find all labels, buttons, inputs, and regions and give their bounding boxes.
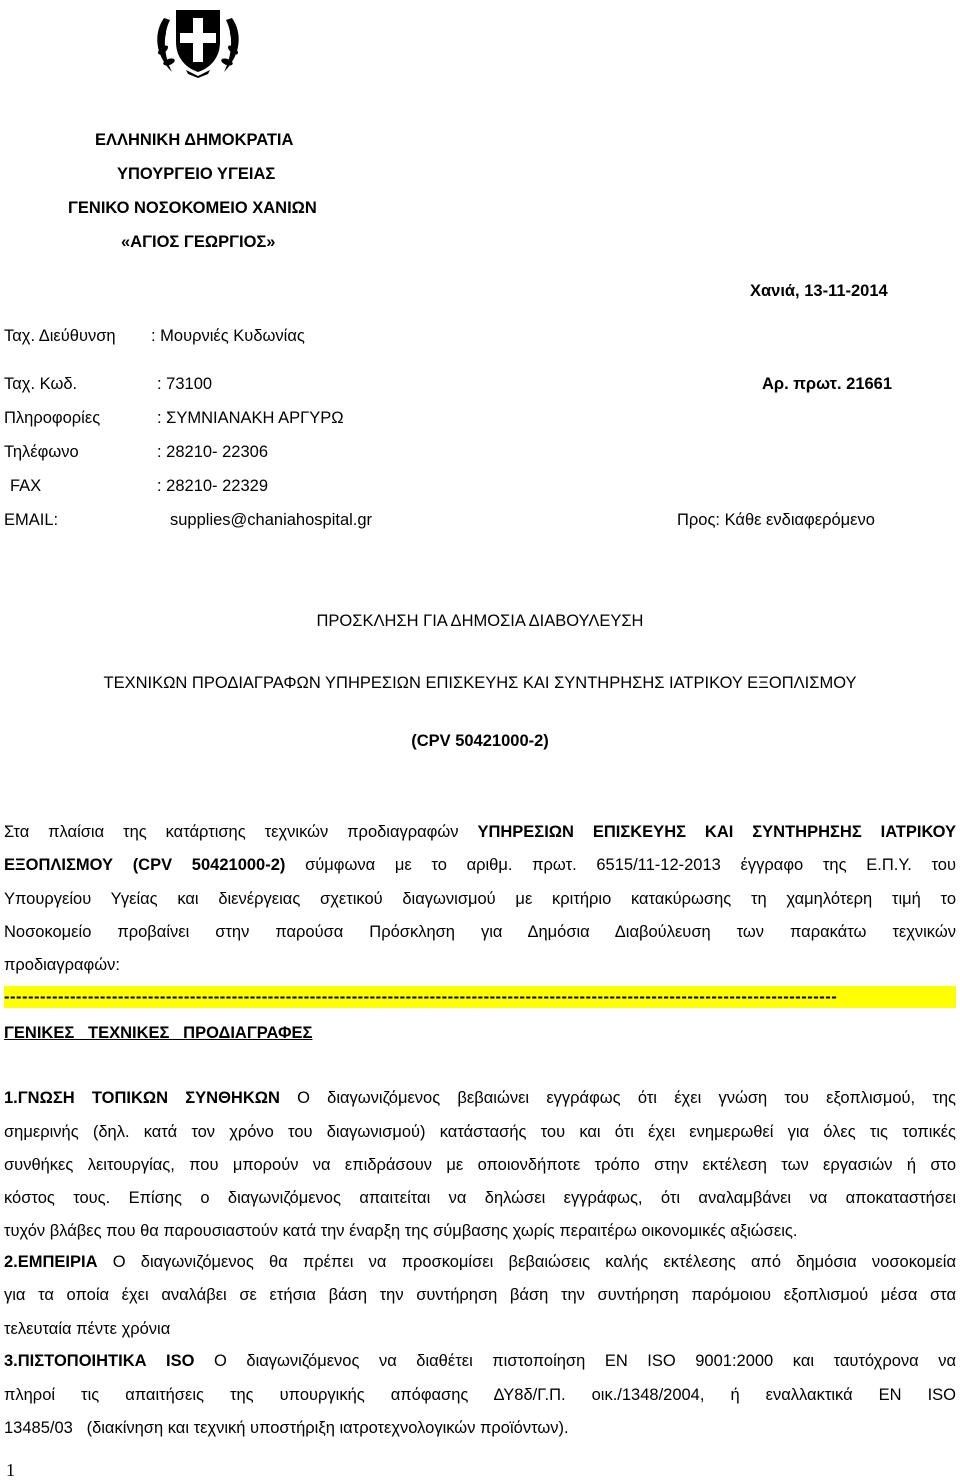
postcode-value: : 73100 [157, 375, 213, 393]
intro-text: Στα πλαίσια της κατάρτισης τεχνικών προδιαγραφών [4, 823, 459, 841]
address-value: : Μουρνιές Κυδωνίας [151, 327, 305, 345]
separator-line: ------------------------------------------------------------------------------------------------------------------------------------------- [4, 986, 956, 1008]
intro-line-2 [4, 856, 956, 875]
item-2-title: 2.ΕΜΠΕΙΡΙΑ [4, 1253, 98, 1271]
item-1-line-5: τυχόν βλάβες που θα παρουσιαστούν κατά την έναρξη της σύμβασης χωρίς περαιτέρω οικονομικές αξιώσεις. [4, 1222, 798, 1240]
recipient: Προς: Κάθε ενδιαφερόμενο [677, 511, 875, 529]
item-1-line-2: σημερινής (δηλ. κατά τον χρόνο του διαγωνισμού) κατάστασής του και ότι έχει ενημερωθεί για όλες τις τοπικές [4, 1123, 956, 1141]
ministry-heading: ΥΠΟΥΡΓΕΙΟ ΥΓΕΙΑΣ [117, 165, 276, 183]
item-1-line-3: συνθήκες λειτουργίας, που μπορούν να επιδράσουν με οποιονδήποτε τρόπο στην εκτέλεση των εργασιών ή στο [4, 1156, 956, 1174]
title-cpv: (CPV 50421000-2) [411, 732, 549, 750]
item-2-line-1 [4, 1253, 956, 1272]
item-1-line-1 [4, 1089, 956, 1108]
section-heading: ΓΕΝΙΚΕΣ ΤΕΧΝΙΚΕΣ ΠΡΟΔΙΑΓΡΑΦΕΣ [4, 1024, 313, 1042]
phone-value: : 28210- 22306 [157, 443, 269, 461]
postcode-label: Ταχ. Κωδ. [4, 375, 78, 393]
email-value: supplies@chaniahospital.gr [170, 511, 373, 529]
intro-service-name: ΥΠΗΡΕΣΙΩΝ ΕΠΙΣΚΕΥΗΣ ΚΑΙ ΣΥΝΤΗΡΗΣΗΣ ΙΑΤΡΙΚΟΥ [477, 823, 956, 841]
item-3-title: 3.ΠΙΣΤΟΠΟΙΗΤΙΚΑ ISO [4, 1352, 195, 1370]
title-line-2: ΤΕΧΝΙΚΩΝ ΠΡΟΔΙΑΓΡΑΦΩΝ ΥΠΗΡΕΣΙΩΝ ΕΠΙΣΚΕΥΗΣ ΚΑΙ ΣΥΝΤΗΡΗΣΗΣ ΙΑΤΡΙΚΟΥ ΕΞΟΠΛΙΣΜΟΥ [103, 674, 857, 692]
protocol-number: Αρ. πρωτ. 21661 [762, 375, 893, 393]
address-label: Ταχ. Διεύθυνση [4, 327, 116, 345]
item-2-line-2: για τα οποία έχει αναλάβει σε ετήσια βάση την συντήρηση βάση την συντήρηση παρόμοιου εξοπλισμού μέσα στα [4, 1286, 956, 1304]
intro-reference: σύμφωνα με το αριθμ. πρωτ. 6515/11-12-2013 έγγραφο της Ε.Π.Υ. του [305, 856, 956, 874]
email-label: EMAIL: [4, 511, 59, 529]
intro-line-4: Νοσοκομείο προβαίνει στην παρούσα Πρόσκληση για Δημόσια Διαβούλευση των παρακάτω τεχνικών [4, 923, 956, 941]
info-value: : ΣΥΜΝΙΑΝΑΚΗ ΑΡΓΥΡΩ [157, 409, 344, 427]
title-line-1: ΠΡΟΣΚΛΗΣΗ ΓΙΑ ΔΗΜΟΣΙΑ ΔΙΑΒΟΥΛΕΥΣΗ [316, 612, 644, 630]
hospital-heading: ΓΕΝΙΚΟ ΝΟΣΟΚΟΜΕΙΟ ΧΑΝΙΩΝ [68, 199, 317, 217]
greek-coat-of-arms-emblem [150, 6, 246, 78]
intro-line-3: Υπουργείου Υγείας και διενέργειας σχετικού διαγωνισμού με κριτήριο κατακύρωσης τη χαμηλότερη τιμή το [4, 890, 956, 908]
intro-line-1 [4, 823, 956, 842]
item-1-line-4: κόστος τους. Επίσης ο διαγωνιζόμενος απαιτείται να δηλώσει εγγράφως, ότι αναλαμβάνει να αποκαταστήσει [4, 1189, 956, 1207]
phone-label: Τηλέφωνο [4, 443, 79, 461]
item-2-text: Ο διαγωνιζόμενος θα πρέπει να προσκομίσει βεβαιώσεις καλής εκτέλεσης από δημόσια νοσοκομεία [112, 1253, 956, 1271]
info-label: Πληροφορίες [4, 409, 101, 427]
intro-service-cpv: ΕΞΟΠΛΙΣΜΟΥ (CPV 50421000-2) [4, 856, 286, 874]
item-3-text: Ο διαγωνιζόμενος να διαθέτει πιστοποίηση ΕΝ ISO 9001:2000 και ταυτόχρονα να [214, 1352, 956, 1370]
intro-line-5: προδιαγραφών: [4, 956, 120, 974]
fax-value: : 28210- 22329 [157, 477, 269, 495]
shield-icon [176, 10, 220, 72]
fax-label: FAX [10, 477, 42, 495]
item-3-line-1 [4, 1352, 956, 1371]
place-date: Χανιά, 13-11-2014 [750, 282, 888, 300]
item-3-line-3: 13485/03 (διακίνηση και τεχνική υποστήριξη ιατροτεχνολογικών προϊόντων). [4, 1419, 569, 1437]
hospital-name: «ΑΓΙΟΣ ΓΕΩΡΓΙΟΣ» [121, 233, 276, 251]
page-number: 1 [6, 1460, 15, 1480]
item-1-text: Ο διαγωνιζόμενος βεβαιώνει εγγράφως ότι έχει γνώση του εξοπλισμού, της [297, 1089, 956, 1107]
item-1-title: 1.ΓΝΩΣΗ ΤΟΠΙΚΩΝ ΣΥΝΘΗΚΩΝ [4, 1089, 280, 1107]
republic-heading: ΕΛΛΗΝΙΚΗ ΔΗΜΟΚΡΑΤΙΑ [95, 131, 294, 149]
item-3-line-2: πληροί τις απαιτήσεις της υπουργικής απόφασης ΔΥ8δ/Γ.Π. οικ./1348/2004, ή εναλλακτικά ΕΝ ISO [4, 1386, 956, 1404]
item-2-line-3: τελευταία πέντε χρόνια [4, 1320, 171, 1338]
